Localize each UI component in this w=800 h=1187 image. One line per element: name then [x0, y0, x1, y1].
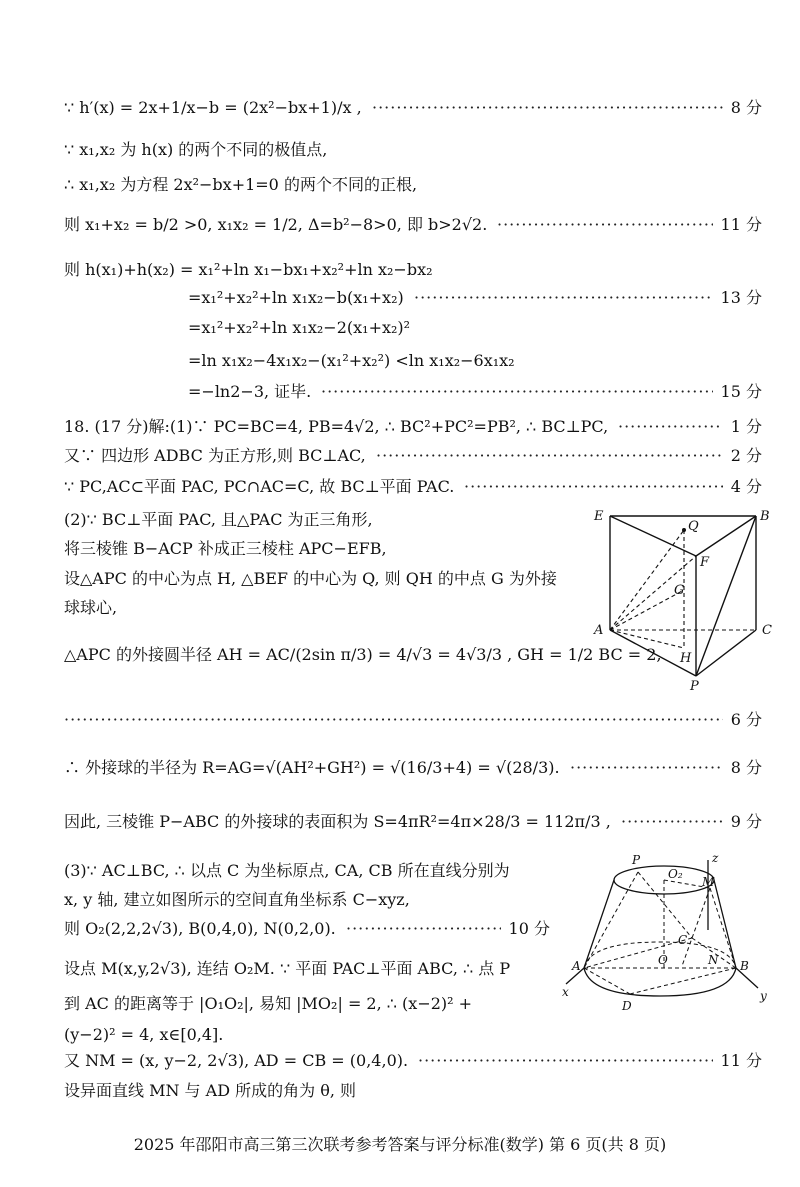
leader-dots — [346, 914, 501, 944]
line-text: ∵ PC,AC⊂平面 PAC, PC∩AC=C, 故 BC⊥平面 PAC. — [64, 477, 455, 496]
score-mark: 1 分 — [730, 417, 762, 436]
leader-dots — [570, 753, 723, 783]
score-mark: 8 分 — [730, 98, 762, 117]
line-text: 将三棱锥 B−ACP 补成正三棱柱 APC−EFB, — [64, 539, 387, 558]
solution-line — [0, 135, 800, 165]
leader-dots — [64, 705, 723, 735]
fig1-label-H: H — [680, 651, 692, 666]
fig1-label-C: C — [762, 623, 772, 638]
line-text: 设△APC 的中心为点 H, △BEF 的中心为 Q, 则 QH 的中点 G 为外接 — [64, 569, 557, 588]
solution-line — [0, 313, 800, 343]
line-text: =x₁²+x₂²+ln x₁x₂−2(x₁+x₂)² — [188, 318, 411, 337]
line-text: 则 x₁+x₂ = b/2 >0, x₁x₂ = 1/2, Δ=b²−8>0, 即 b>2√2. — [64, 215, 488, 234]
line-text: 又 NM = (x, y−2, 2√3), AD = CB = (0,4,0). — [64, 1051, 409, 1070]
line-text: ∴ x₁,x₂ 为方程 2x²−bx+1=0 的两个不同的正根, — [64, 175, 418, 194]
line-text: 18. (17 分)解:(1)∵ PC=BC=4, PB=4√2, ∴ BC²+PC²=PB², ∴ BC⊥PC, — [64, 417, 609, 436]
line-text: (y−2)² = 4, x∈[0,4]. — [64, 1025, 224, 1044]
line-text: 设点 M(x,y,2√3), 连结 O₂M. ∵ 平面 PAC⊥平面 ABC, ∴ 点 P — [64, 959, 511, 978]
fig1-label-Q: Q — [688, 519, 699, 534]
frustum-coordinate-figure — [560, 850, 775, 1020]
solution-line — [0, 1076, 800, 1106]
line-text: 则 h(x₁)+h(x₂) = x₁²+ln x₁−bx₁+x₂²+ln x₂−bx₂ — [64, 260, 433, 279]
score-mark: 2 分 — [730, 446, 762, 465]
score-mark: 8 分 — [730, 758, 762, 777]
fig2-label-C: C — [678, 933, 688, 947]
fig2-label-O2: O₂ — [668, 867, 683, 881]
fig2-label-y: y — [760, 989, 767, 1003]
solution-line — [0, 705, 800, 735]
line-text: =−ln2−3, 证毕. — [188, 382, 312, 401]
page-footer: 2025 年邵阳市高三第三次联考参考答案与评分标准(数学) 第 6 页(共 8 页) — [133, 1135, 667, 1154]
fig1-label-E: E — [594, 509, 604, 524]
solution-line — [0, 346, 800, 376]
line-text: =x₁²+x₂²+ln x₁x₂−b(x₁+x₂) — [188, 288, 404, 307]
fig2-label-B: B — [740, 959, 749, 973]
fig2-label-M: M — [702, 875, 715, 889]
leader-dots — [621, 807, 723, 837]
solution-line — [0, 807, 800, 837]
score-mark: 13 分 — [720, 288, 762, 307]
line-text: (3)∵ AC⊥BC, ∴ 以点 C 为坐标原点, CA, CB 所在直线分别为 — [64, 861, 510, 880]
score-mark: 15 分 — [720, 382, 762, 401]
leader-dots — [418, 1046, 713, 1076]
fig1-label-A: A — [594, 623, 604, 638]
line-text: △APC 的外接圆半径 AH = AC/(2sin π/3) = 4/√3 = 4√3/3 , GH = 1/2 BC = 2, — [64, 645, 662, 664]
fig1-label-G: G — [674, 583, 685, 598]
solution-line — [0, 210, 800, 240]
fig2-label-A: A — [572, 959, 581, 973]
leader-dots — [414, 283, 713, 313]
score-mark: 10 分 — [508, 919, 550, 938]
score-mark: 9 分 — [730, 812, 762, 831]
solution-line — [0, 93, 800, 123]
fig2-label-P: P — [632, 853, 641, 867]
score-mark: 4 分 — [730, 477, 762, 496]
line-text: x, y 轴, 建立如图所示的空间直角坐标系 C−xyz, — [64, 890, 410, 909]
leader-dots — [497, 210, 713, 240]
leader-dots — [321, 377, 713, 407]
solution-line — [0, 472, 800, 502]
solution-line — [0, 1046, 800, 1076]
fig2-label-N: N — [708, 953, 719, 967]
score-mark: 6 分 — [730, 710, 762, 729]
solution-line — [0, 753, 800, 783]
leader-dots — [376, 441, 723, 471]
fig2-label-D: D — [622, 999, 632, 1013]
solution-line — [0, 412, 800, 442]
fig1-label-P: P — [690, 679, 699, 690]
triangular-prism-figure — [588, 500, 778, 690]
solution-line — [0, 255, 800, 285]
line-text: 球球心, — [64, 598, 118, 617]
leader-dots — [464, 472, 723, 502]
score-mark: 11 分 — [720, 1051, 762, 1070]
fig2-label-z: z — [712, 851, 719, 865]
leader-dots — [372, 93, 723, 123]
line-text: 因此, 三棱锥 P−ABC 的外接球的表面积为 S=4πR²=4π×28/3 = 112π/3 , — [64, 812, 611, 831]
line-text: 设异面直线 MN 与 AD 所成的角为 θ, 则 — [64, 1081, 357, 1100]
line-text: ∵ x₁,x₂ 为 h(x) 的两个不同的极值点, — [64, 140, 328, 159]
solution-line — [0, 377, 800, 407]
line-text: 则 O₂(2,2,2√3), B(0,4,0), N(0,2,0). — [64, 919, 336, 938]
line-text: 到 AC 的距离等于 |O₁O₂|, 易知 |MO₂| = 2, ∴ (x−2)² + — [64, 994, 473, 1013]
line-text: 又∵ 四边形 ADBC 为正方形,则 BC⊥AC, — [64, 446, 366, 465]
leader-dots — [618, 412, 723, 442]
solution-line — [0, 170, 800, 200]
score-mark: 11 分 — [720, 215, 762, 234]
fig1-label-F: F — [700, 555, 710, 570]
line-text: ∴ 外接球的半径为 R=AG=√(AH²+GH²) = √(16/3+4) = √(28/3). — [64, 758, 560, 777]
line-text: (2)∵ BC⊥平面 PAC, 且△PAC 为正三角形, — [64, 510, 373, 529]
solution-line — [0, 441, 800, 471]
fig2-label-x: x — [562, 985, 569, 999]
fig2-label-O: O — [658, 953, 668, 967]
fig1-label-B: B — [760, 509, 770, 524]
line-text: =ln x₁x₂−4x₁x₂−(x₁²+x₂²) <ln x₁x₂−6x₁x₂ — [188, 351, 515, 370]
solution-line — [0, 283, 800, 313]
line-text: ∵ h′(x) = 2x+1/x−b = (2x²−bx+1)/x , — [64, 98, 362, 117]
